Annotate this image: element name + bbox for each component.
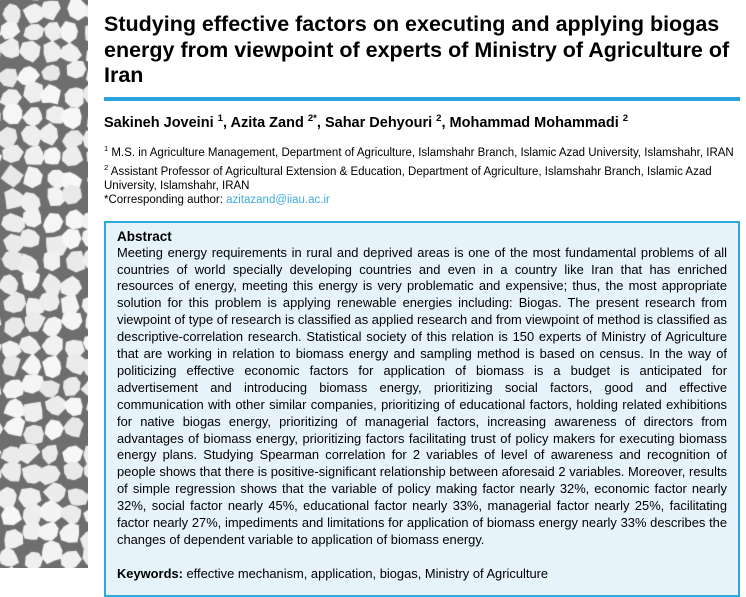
paper-content — [104, 0, 740, 597]
authors-line: Sakineh Joveini $^1$, Azita Zand $^{2*}$, Sahar Dehyouri $^2$, Mohammad Mohammadi $^2$ — [104, 112, 629, 131]
corresponding-email-link[interactable]: azitazand@iiau.ac.ir — [226, 194, 330, 207]
page-title: Studying effective factors on executing and applying biogas energy from viewpoint of experts of Ministry of Agriculture of Iran — [104, 12, 730, 87]
affiliation-2: $^2$ Assistant Professor of Agricultural Extension & Education, Department of Agriculture, Islamshahr Branch, Islamic Azad University, Islamshahr, IRAN — [104, 162, 712, 192]
abstract-box — [104, 221, 740, 597]
corresponding-author-line — [104, 193, 740, 207]
keywords-text: effective mechanism, application, biogas, Ministry of Agriculture — [182, 565, 549, 581]
corresponding-label: *Corresponding author: — [104, 194, 223, 207]
affiliation-1: $^1$ M.S. in Agriculture Management, Department of Agriculture, Islamshahr Branch, Islamic Azad University, Islamshahr, IRAN — [104, 144, 734, 160]
crackle-texture-image — [0, 0, 88, 568]
abstract-text: Meeting energy requirements in rural and deprived areas is one of the most fundamental problems of all countries of world specially developing countries and even in a country like Iran that has enriched resources of energy, meeting this energy is very problematic and expensive; thus, the most appropriate solution for this problem is applying renewable energies including: Biogas. The present research from viewpoint of type of research is classified as applied research and from viewpoint of method is classified as descriptive-correlation research. Statistical society of this relation is 150 experts of Ministry of Agriculture that are working in relation to biomass energy and sampling method is based on census. In the way of politicizing effective economic factors for application of biomass is a budget is anticipated for advertisement and introducing biomass energy, prioritizing social factors, good and effective communication with other similar companies, prioritizing of educational factors, holding related exhibitions for native biogas energy, prioritizing of managerial factors, increasing awareness of directors from advantages of biomass energy, prioritizing factors facilitating trust of policy makers for executing biomass energy plans. Studying Spearman correlation for 2 variables of level of awareness and recognition of people shows that there is positive-significant relationship between aforesaid 2 variables. Moreover, results of simple regression shows that the variable of policy making factor nearly 32%, economic factor nearly 32%, social factor nearly 45%, educational factor nearly 33%, managerial factor nearly 25%, facilitating factor nearly 27%, impediments and limitations for application of biomass energy nearly 33% describes the changes of dependent variable to application of biomass energy. — [117, 244, 727, 548]
keywords-label: Keywords: — [117, 565, 183, 581]
abstract-heading: Abstract — [117, 228, 172, 244]
title-divider — [104, 97, 740, 101]
keywords-line — [117, 566, 727, 583]
affiliations-block — [104, 142, 740, 207]
